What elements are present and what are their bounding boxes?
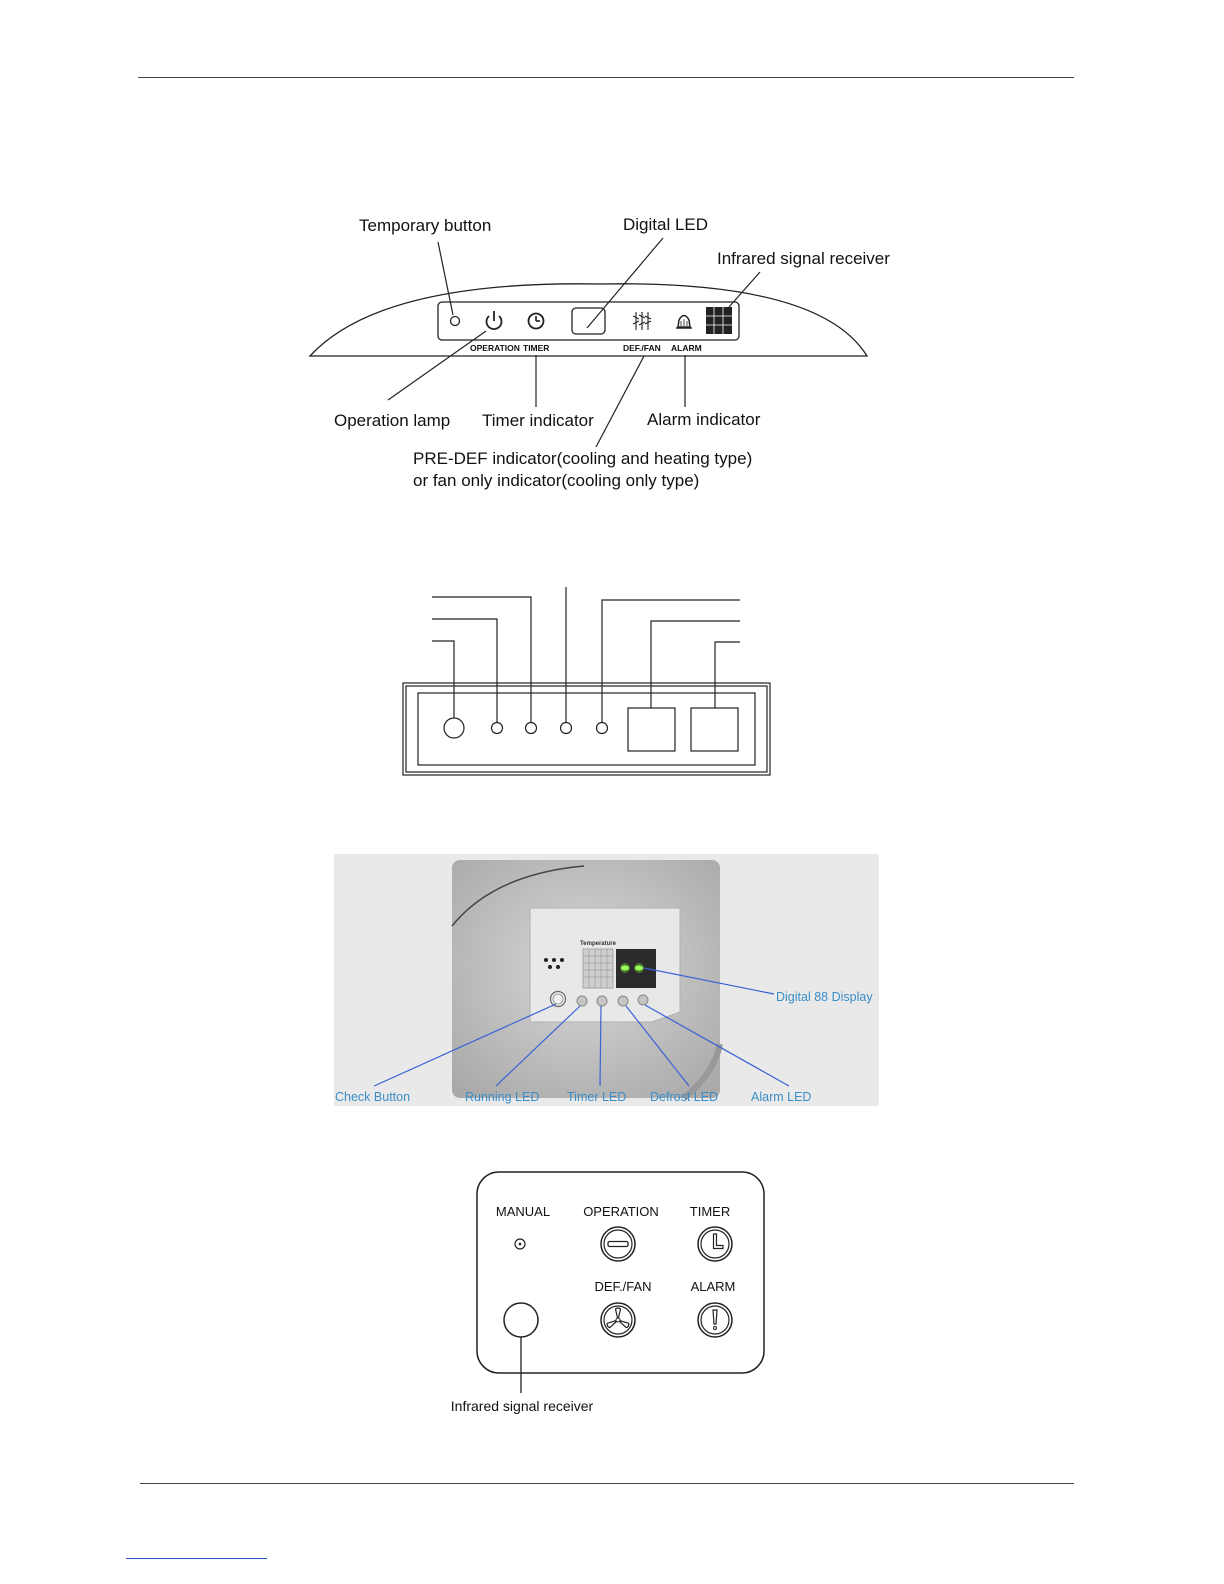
- timer-led: [597, 996, 607, 1006]
- label-timer: TIMER: [689, 1204, 731, 1219]
- temperature-label: Temperature: [580, 941, 616, 947]
- digit-box-1: [628, 708, 675, 751]
- callout-check-button: Check Button: [335, 1090, 411, 1104]
- label-alarm: ALARM: [690, 1279, 736, 1294]
- panel-label-alarm: ALARM: [671, 343, 702, 353]
- callout-timer-indicator: Timer indicator: [482, 411, 594, 430]
- figure-photo-panel: [334, 854, 879, 1106]
- footer-link-underline[interactable]: [126, 1558, 267, 1559]
- digit-led-1: [621, 966, 629, 971]
- callout-alarm-led: Alarm LED: [751, 1090, 812, 1104]
- callout-defrost-led: Defrost LED: [650, 1090, 719, 1104]
- callout-predef-line2: or fan only indicator(cooling only type): [413, 471, 700, 490]
- defrost-led: [618, 996, 628, 1006]
- callout-alarm-indicator: Alarm indicator: [647, 410, 761, 429]
- panel-label-def-fan: DEF./FAN: [623, 343, 661, 353]
- figure-rounded-panel: [440, 1165, 780, 1425]
- leader-lines-2: [432, 587, 740, 722]
- led-4: [597, 723, 608, 734]
- alarm-led: [638, 995, 648, 1005]
- figure-display-panel-2: [400, 585, 780, 780]
- callout-temporary-button: Temporary button: [359, 216, 492, 235]
- callout-timer-led: Timer LED: [567, 1090, 627, 1104]
- led-2: [526, 723, 537, 734]
- callout-infrared-receiver: Infrared signal receiver: [717, 249, 890, 268]
- figure-display-panel-1: [300, 200, 920, 500]
- digit-led-2: [635, 966, 643, 971]
- defrost-fan-icon: [633, 312, 651, 330]
- panel-body: [477, 1172, 764, 1373]
- receiver-circle: [444, 718, 464, 738]
- panel-label-operation: OPERATION: [470, 343, 520, 353]
- label-operation: OPERATION: [583, 1204, 659, 1219]
- led-3: [561, 723, 572, 734]
- label-manual: MANUAL: [495, 1204, 551, 1219]
- receiver-grid: [583, 949, 613, 988]
- infrared-receiver-icon: [706, 307, 732, 334]
- callout-predef-line1: PRE-DEF indicator(cooling and heating type): [413, 449, 753, 468]
- digit-box-2: [691, 708, 738, 751]
- label-def-fan: DEF./FAN: [594, 1279, 652, 1294]
- callout-infrared-receiver-4: Infrared signal receiver: [450, 1398, 594, 1414]
- header-rule: [138, 77, 1074, 78]
- infrared-receiver-circle: [504, 1303, 538, 1337]
- panel-label-timer: TIMER: [523, 343, 550, 353]
- callout-digital-display: Digital 88 Display: [776, 990, 873, 1004]
- running-led: [577, 996, 587, 1006]
- footer-rule: [140, 1483, 1074, 1484]
- callout-digital-led: Digital LED: [623, 215, 709, 234]
- callout-running-led: Running LED: [465, 1090, 540, 1104]
- callout-operation-lamp: Operation lamp: [334, 411, 451, 430]
- temporary-button-icon: [451, 317, 460, 326]
- led-1: [492, 723, 503, 734]
